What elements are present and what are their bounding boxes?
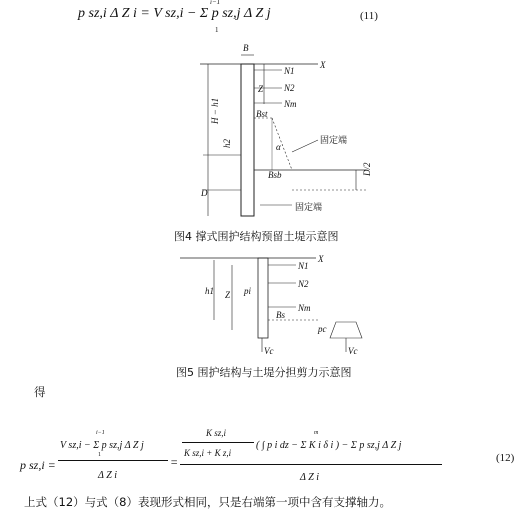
- label-N2: N2: [284, 83, 295, 93]
- equation-12-frac1-bar: [58, 460, 168, 461]
- label-alpha: α: [276, 142, 281, 152]
- equation-12-frac2-num-part1: K sz,i: [206, 428, 227, 438]
- equation-11-sum-upper: i−1: [210, 0, 221, 6]
- label-N1: N1: [284, 66, 295, 76]
- equation-11-text: p sz,i Δ Z i = V sz,i − Σ p sz,j Δ Z j: [78, 6, 271, 21]
- figure-5-caption: 图5 围护结构与土堤分担剪力示意图: [176, 366, 352, 379]
- label-Z: Z: [258, 84, 264, 94]
- label-X: X: [320, 60, 326, 70]
- label-D-half: D/2: [362, 162, 372, 176]
- label-h2: h2: [222, 139, 232, 148]
- label-H-minus-h1: H − h1: [210, 97, 220, 124]
- label-fixed-end-2: 固定端: [295, 203, 323, 213]
- equation-12-sum-lower: 1: [98, 452, 101, 458]
- note-paragraph: 上式（12）与式（8）表现形式相同，只是右端第一项中含有支撑轴力。: [24, 495, 391, 509]
- equation-12-frac2-num-part1-den: K sz,i + K z,i: [184, 448, 232, 458]
- fig5-label-N1: N1: [298, 261, 309, 271]
- fig5-label-Vc: Vc: [264, 346, 274, 356]
- fig5-label-pi: pi: [244, 286, 252, 296]
- equation-12-sum-upper: i−1: [96, 430, 105, 436]
- equation-12-frac2-den: Δ Z i: [300, 472, 320, 483]
- label-Bsb: Bsb: [268, 170, 282, 180]
- equation-12-lhs: p sz,i =: [20, 458, 56, 472]
- fig5-label-h1: h1: [205, 286, 214, 296]
- fig5-label-Z: Z: [225, 290, 231, 300]
- label-D: D: [201, 188, 208, 198]
- equation-11-number: (11): [360, 10, 378, 22]
- label-fixed-end-1: 固定端: [320, 136, 348, 146]
- figure-4-caption: 图4 撑式围护结构预留土堤示意图: [174, 230, 339, 243]
- fig5-label-Bs: Bs: [276, 310, 285, 320]
- equation-12-sum-m: m: [314, 430, 319, 436]
- label-Bst: Bst: [256, 109, 268, 119]
- fig5-label-N2: N2: [298, 279, 309, 289]
- fig5-label-X: X: [318, 254, 324, 264]
- equation-12-frac2-bar: [180, 464, 442, 465]
- fig5-label-Vc2: Vc: [348, 346, 358, 356]
- fig5-label-pc: pc: [318, 324, 327, 334]
- equals-sign: =: [170, 455, 179, 469]
- equation-11-sum-lower: 1: [215, 26, 219, 34]
- label-Nm: Nm: [284, 99, 297, 109]
- equation-12-frac1-num: V sz,i − Σ p sz,j Δ Z j: [60, 440, 144, 451]
- text-de: 得: [34, 385, 46, 399]
- label-B: B: [243, 43, 249, 53]
- equation-12-frac1-den: Δ Z i: [98, 470, 118, 481]
- equation-12-frac2-inner-bar: [182, 442, 254, 443]
- retaining-wall-fig5: [258, 258, 268, 338]
- equation-12-number: (12): [496, 452, 515, 464]
- fig5-label-Nm: Nm: [298, 303, 311, 313]
- equation-12-frac2-num-part2: ( ∫ p i dz − Σ K i δ i ) − Σ p sz,j Δ Z j: [256, 440, 402, 451]
